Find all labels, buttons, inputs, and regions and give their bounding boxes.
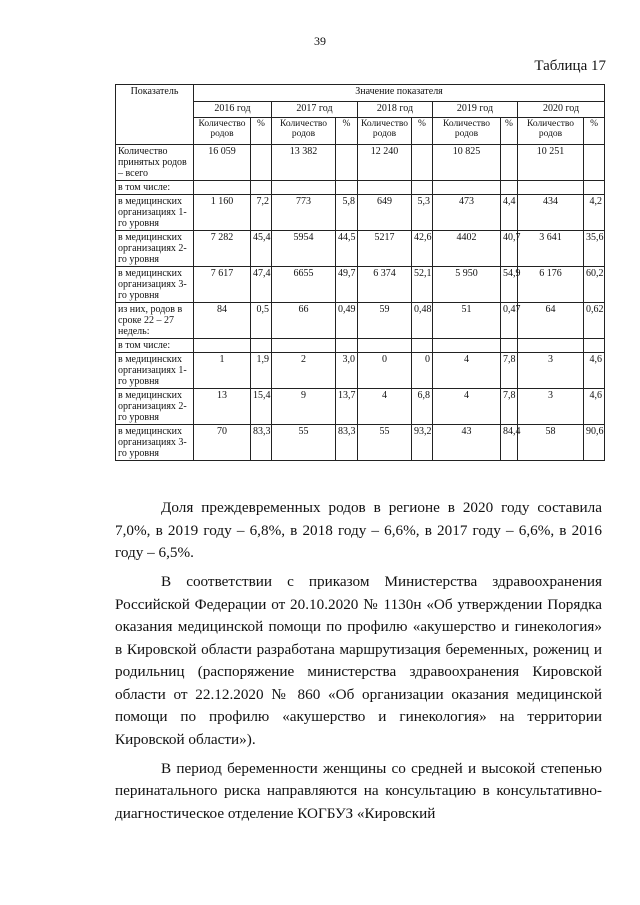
- cell-count: 59: [358, 303, 412, 339]
- body-text: [115, 497, 602, 832]
- cell-percent: 4,4: [501, 195, 518, 231]
- year-header: 2018 год: [358, 102, 433, 118]
- cell-count: 64: [518, 303, 584, 339]
- cell-count: 10 251: [518, 145, 584, 181]
- cell-count: 9: [272, 389, 336, 425]
- cell-percent: [584, 145, 605, 181]
- cell-count: 12 240: [358, 145, 412, 181]
- cell-percent: 15,4: [251, 389, 272, 425]
- cell-percent: 0,5: [251, 303, 272, 339]
- cell-percent: [501, 339, 518, 353]
- cell-percent: [251, 181, 272, 195]
- cell-count: 3 641: [518, 231, 584, 267]
- cell-percent: [251, 339, 272, 353]
- cell-count: [358, 181, 412, 195]
- cell-percent: 54,9: [501, 267, 518, 303]
- cell-count: 4: [358, 389, 412, 425]
- cell-percent: 1,9: [251, 353, 272, 389]
- cell-percent: [501, 145, 518, 181]
- cell-percent: [251, 145, 272, 181]
- cell-count: 4402: [433, 231, 501, 267]
- table-row: [116, 389, 605, 425]
- cell-count: 2: [272, 353, 336, 389]
- cell-percent: 90,6: [584, 425, 605, 461]
- row-label: в том числе:: [116, 339, 194, 353]
- cell-percent: [584, 181, 605, 195]
- cell-count: 1 160: [194, 195, 251, 231]
- cell-percent: 7,2: [251, 195, 272, 231]
- cell-percent: [412, 145, 433, 181]
- row-label: в медицинских организациях 3-го уровня: [116, 267, 194, 303]
- cell-percent: 45,4: [251, 231, 272, 267]
- table-row: [116, 231, 605, 267]
- row-label: в медицинских организациях 3-го уровня: [116, 425, 194, 461]
- cell-percent: 6,8: [412, 389, 433, 425]
- cell-count: 6 374: [358, 267, 412, 303]
- cell-percent: 0: [412, 353, 433, 389]
- cell-percent: 60,2: [584, 267, 605, 303]
- row-label: в медицинских организациях 2-го уровня: [116, 231, 194, 267]
- cell-count: 13 382: [272, 145, 336, 181]
- year-header: 2017 год: [272, 102, 358, 118]
- cell-count: 51: [433, 303, 501, 339]
- row-label: в медицинских организациях 1-го уровня: [116, 195, 194, 231]
- cell-count: 0: [358, 353, 412, 389]
- value-header: Значение показателя: [194, 85, 605, 102]
- cell-percent: [336, 181, 358, 195]
- count-header: Количество родов: [433, 118, 501, 145]
- cell-percent: 44,5: [336, 231, 358, 267]
- cell-count: 13: [194, 389, 251, 425]
- cell-percent: [336, 145, 358, 181]
- cell-count: 58: [518, 425, 584, 461]
- count-header: Количество родов: [518, 118, 584, 145]
- row-label: в медицинских организациях 2-го уровня: [116, 389, 194, 425]
- row-label: Количество принятых родов – всего: [116, 145, 194, 181]
- table-row: [116, 339, 605, 353]
- cell-percent: 47,4: [251, 267, 272, 303]
- year-header: 2016 год: [194, 102, 272, 118]
- cell-count: 70: [194, 425, 251, 461]
- cell-percent: 93,2: [412, 425, 433, 461]
- cell-count: 7 617: [194, 267, 251, 303]
- cell-count: 10 825: [433, 145, 501, 181]
- cell-percent: 0,47: [501, 303, 518, 339]
- indicator-header: Показатель: [116, 85, 194, 145]
- cell-count: [518, 181, 584, 195]
- cell-count: [194, 339, 251, 353]
- cell-count: [518, 339, 584, 353]
- cell-count: 4: [433, 353, 501, 389]
- cell-percent: 35,6: [584, 231, 605, 267]
- cell-percent: 0,48: [412, 303, 433, 339]
- cell-percent: 83,3: [251, 425, 272, 461]
- year-header: 2019 год: [433, 102, 518, 118]
- cell-percent: [584, 339, 605, 353]
- cell-percent: 0,62: [584, 303, 605, 339]
- count-header: Количество родов: [358, 118, 412, 145]
- percent-header: %: [584, 118, 605, 145]
- page-number: 39: [314, 34, 326, 48]
- cell-percent: [501, 181, 518, 195]
- row-label: в том числе:: [116, 181, 194, 195]
- percent-header: %: [336, 118, 358, 145]
- cell-percent: [412, 181, 433, 195]
- cell-count: 4: [433, 389, 501, 425]
- cell-percent: 84,4: [501, 425, 518, 461]
- table-row: [116, 267, 605, 303]
- count-header: Количество родов: [194, 118, 251, 145]
- table-caption: Таблица 17: [534, 58, 606, 74]
- paragraph: В соответствии с приказом Министерства здравоохранения Российской Федерации от 20.10.2020 № 1130н «Об утверждении Порядка оказания медицинской помощи по профилю «акушерство и гинекология» в Кировской области разработана маршрутизация беременных, рожениц и родильниц (распоряжение министерства здравоохранения Кировской области от 22.12.2020 № 860 «Об организации оказания медицинской помощи по профилю «акушерство и гинекология» на территории Кировской области»).: [115, 573, 602, 748]
- table-row: [116, 195, 605, 231]
- cell-count: [433, 181, 501, 195]
- cell-count: 434: [518, 195, 584, 231]
- cell-count: 6655: [272, 267, 336, 303]
- cell-count: 773: [272, 195, 336, 231]
- cell-percent: 52,1: [412, 267, 433, 303]
- cell-count: 3: [518, 353, 584, 389]
- cell-count: 5 950: [433, 267, 501, 303]
- cell-count: 55: [272, 425, 336, 461]
- cell-count: [433, 339, 501, 353]
- cell-percent: 0,49: [336, 303, 358, 339]
- cell-count: 1: [194, 353, 251, 389]
- percent-header: %: [501, 118, 518, 145]
- cell-count: 5217: [358, 231, 412, 267]
- row-label: в медицинских организациях 1-го уровня: [116, 353, 194, 389]
- cell-count: 16 059: [194, 145, 251, 181]
- cell-count: 7 282: [194, 231, 251, 267]
- cell-percent: [412, 339, 433, 353]
- table-row: [116, 303, 605, 339]
- cell-count: 6 176: [518, 267, 584, 303]
- table-row: [116, 425, 605, 461]
- percent-header: %: [251, 118, 272, 145]
- cell-count: [272, 181, 336, 195]
- cell-percent: 4,6: [584, 389, 605, 425]
- table-row: [116, 181, 605, 195]
- cell-percent: 7,8: [501, 353, 518, 389]
- paragraph: В период беременности женщины со средней и высокой степенью перинатального риска направляются на консультацию в консультативно-диагностическое отделение КОГБУЗ «Кировский: [115, 759, 602, 822]
- cell-count: 649: [358, 195, 412, 231]
- cell-count: [358, 339, 412, 353]
- cell-percent: [336, 339, 358, 353]
- cell-percent: 13,7: [336, 389, 358, 425]
- year-header: 2020 год: [518, 102, 605, 118]
- cell-percent: 4,6: [584, 353, 605, 389]
- cell-count: 84: [194, 303, 251, 339]
- cell-count: [272, 339, 336, 353]
- cell-count: 3: [518, 389, 584, 425]
- cell-percent: 49,7: [336, 267, 358, 303]
- cell-count: 55: [358, 425, 412, 461]
- table-row: [116, 353, 605, 389]
- cell-percent: 5,3: [412, 195, 433, 231]
- cell-count: [194, 181, 251, 195]
- cell-percent: 7,8: [501, 389, 518, 425]
- table-row: [116, 145, 605, 181]
- cell-percent: 42,6: [412, 231, 433, 267]
- row-label: из них, родов в сроке 22 – 27 недель:: [116, 303, 194, 339]
- cell-percent: 40,7: [501, 231, 518, 267]
- percent-header: %: [412, 118, 433, 145]
- paragraph: Доля преждевременных родов в регионе в 2020 году составила 7,0%, в 2019 году – 6,8%, в 2018 году – 6,6%, в 2017 году – 6,6%, в 2016 году – 6,5%.: [115, 499, 602, 561]
- cell-percent: 3,0: [336, 353, 358, 389]
- cell-percent: 4,2: [584, 195, 605, 231]
- cell-percent: 5,8: [336, 195, 358, 231]
- statistics-table: [115, 84, 605, 461]
- count-header: Количество родов: [272, 118, 336, 145]
- cell-count: 473: [433, 195, 501, 231]
- cell-count: 66: [272, 303, 336, 339]
- cell-percent: 83,3: [336, 425, 358, 461]
- cell-count: 43: [433, 425, 501, 461]
- cell-count: 5954: [272, 231, 336, 267]
